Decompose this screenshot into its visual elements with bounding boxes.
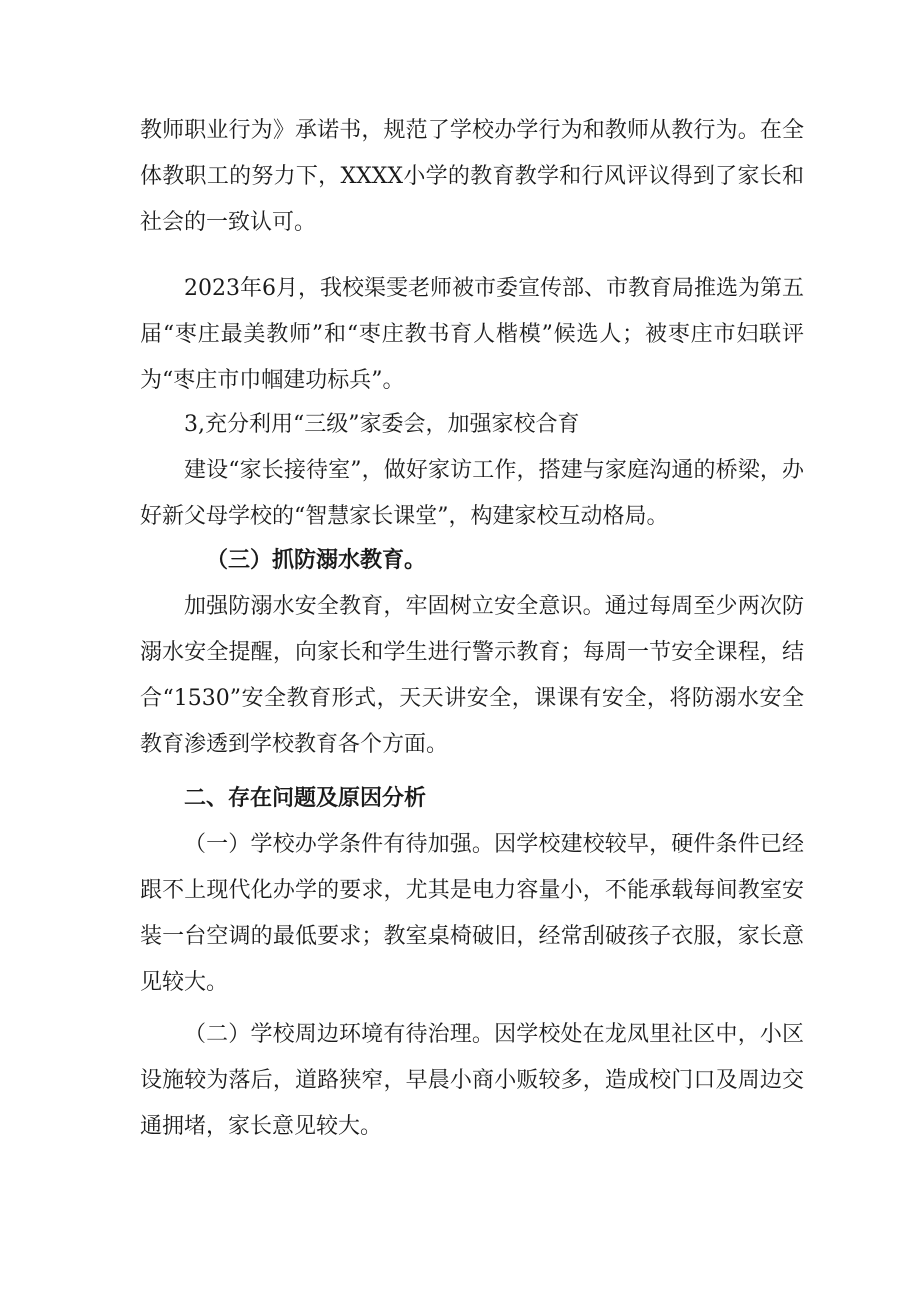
- paragraph-environment: （二）学校周边环境有待治理。因学校处在龙凤里社区中，小区设施较为落后，道路狭窄，早晨小商小贩较多，造成校门口及周边交通拥堵，家长意见较大。: [140, 1022, 804, 1139]
- paragraph-teacher-award: 2023年6月，我校渠雯老师被市委宣传部、市教育局推选为第五届“枣庄最美教师”和“枣庄教书育人楷模”候选人；被枣庄市妇联评为“枣庄市巾帼建功标兵”。: [140, 276, 804, 393]
- section-heading-problems: 二、存在问题及原因分析: [184, 786, 427, 811]
- paragraph-family-committee-heading: 3,充分利用“三级”家委会，加强家校合育: [184, 412, 580, 437]
- paragraph-conditions: （一）学校办学条件有待加强。因学校建校较早，硬件条件已经跟不上现代化办学的要求，尤其是电力容量小，不能承载每间教室安装一台空调的最低要求；教室桌椅破旧，经常刮破孩子衣服，家长意见较大。: [140, 832, 804, 995]
- paragraph-drowning-education: 加强防溺水安全教育，牢固树立安全意识。通过每周至少两次防溺水安全提醒，向家长和学生进行警示教育；每周一节安全课程，结合“1530”安全教育形式，天天讲安全，课课有安全，将防溺水安全教育渗透到学校教育各个方面。: [140, 594, 804, 757]
- paragraph-commitment: 教师职业行为》承诺书，规范了学校办学行为和教师从教行为。在全体教职工的努力下，XXXX小学的教育教学和行风评议得到了家长和社会的一致认可。: [140, 118, 804, 235]
- paragraph-home-school: 建设“家长接待室”，做好家访工作，搭建与家庭沟通的桥梁，办好新父母学校的“智慧家长课堂”，构建家校互动格局。: [140, 458, 804, 529]
- section-heading-drowning: （三）抓防溺水教育。: [206, 548, 427, 573]
